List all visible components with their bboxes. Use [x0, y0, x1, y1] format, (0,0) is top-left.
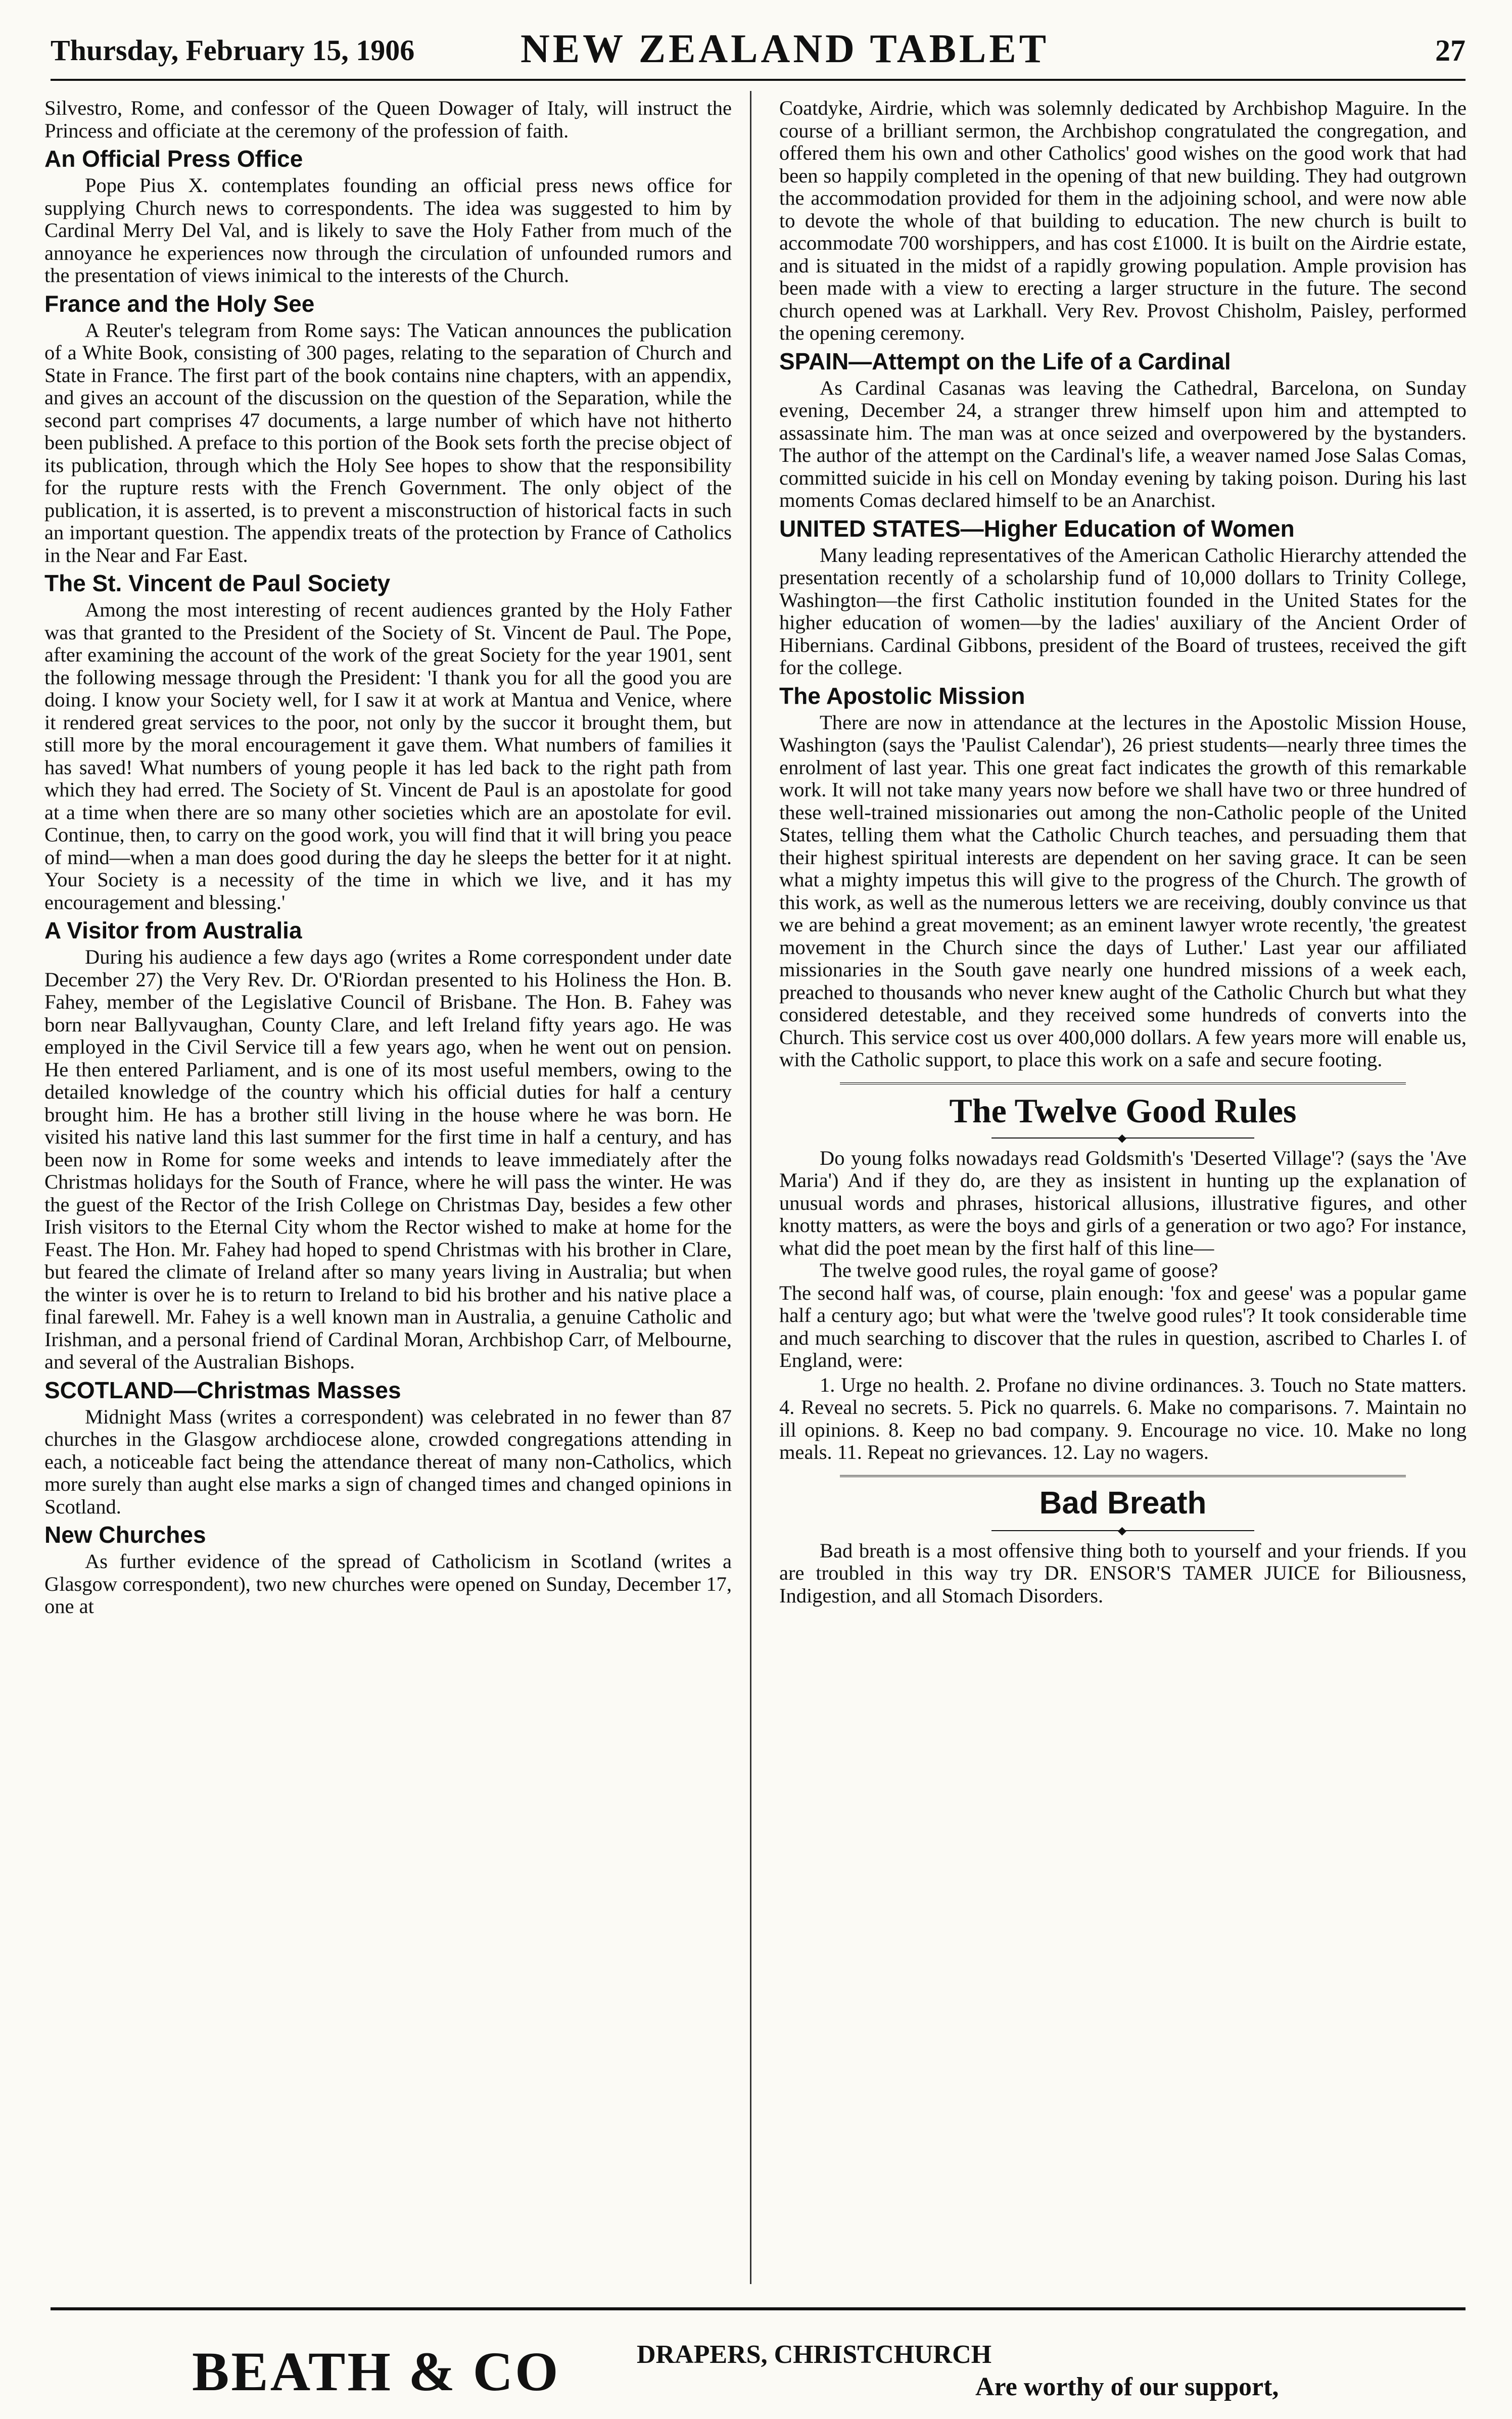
footer-rule — [51, 2307, 1466, 2310]
heading-visitor-australia: A Visitor from Australia — [44, 917, 302, 943]
masthead-title: NEW ZEALAND TABLET — [521, 27, 1050, 71]
column-divider — [750, 91, 751, 2284]
paragraph-visitor: During his audience a few days ago (writes a Rome correspondent under date December 27) the Very Rev. Dr. O'Riordan presented to his Holiness the Hon. B. Fahey, member of the Legislative Council of Brisbane. The Hon. B. Fahey was born near Ballyvaughan, County Clare, and left Ireland fifty years ago. He was employed in the Civil Service till a few years ago, when he went out on pension. He then entered Parliament, and is one of its most useful members, owing to the detailed knowledge of the country which his official duties for half a century brought him. He has a brother still living in the house where he was born. He visited his native land this last summer for the first time in half a century, and has been now in Rome for some weeks and intends to leave immediately after the Christmas holidays for the South of France, where he will pass the winter. He was the guest of the Rector of the Irish College on Christmas Day, besides a few other Irish visitors to the Eternal City whom the Rector wished to make at home for the Feast. The Hon. Mr. Fahey had hoped to spend Christmas with his brother in Clare, but feared the climate of Ireland after so many years living in Australia; but when the winter is over he is to return to Ireland to bid his brother and his native place a final farewell. Mr. Fahey is a well known man in Australia, a genuine Catholic and Irishman, and a personal friend of Cardinal Moran, Archbishop Carr, of Melbourne, and several of the Australian Bishops. — [44, 945, 732, 1373]
heading-twelve-rules: The Twelve Good Rules — [949, 1091, 1297, 1130]
paragraph-scotland: Midnight Mass (writes a correspondent) was celebrated in no fewer than 87 churches in the Glasgow archdiocese alone, crowded congregations attending in each, a noticeable fact being the attendance thereat of many non-Catholics, which more surely than aught else marks a sign of changed times and changed opinions in Scotland. — [44, 1405, 732, 1518]
ornament-divider: ◆ — [991, 1527, 1254, 1535]
left-column — [44, 97, 732, 1618]
article-continuation: Silvestro, Rome, and confessor of the Queen Dowager of Italy, will instruct the Princess and officiate at the ceremony of the profession of faith. — [44, 97, 732, 142]
paragraph-new-churches: As further evidence of the spread of Catholicism in Scotland (writes a Glasgow correspondent), two new churches were opened on Sunday, December 17, one at — [44, 1550, 732, 1618]
paragraph-coatdyke: Coatdyke, Airdrie, which was solemnly dedicated by Archbishop Maguire. In the course of a brilliant sermon, the Archbishop congratulated the congregation, and offered them his own and other Catholics' good wishes on the good work that had been so happily completed in the opening of that new building. They had outgrown the accommodation provided for them in the adjoining school, and were now able to devote the whole of that building to education. The new church is built to accommodate 700 worshippers, and has cost £1000. It is built on the Airdrie estate, and is situated in the midst of a rapidly growing population. Ample provision has been made with a view to erecting a larger structure in the future. The second church opened was at Larkhall. Very Rev. Provost Chisholm, Paisley, performed the opening ceremony. — [779, 97, 1467, 344]
page-header — [51, 22, 1466, 75]
paragraph-united-states: Many leading representatives of the American Catholic Hierarchy attended the presentation recently of a scholarship fund of 10,000 dollars to Trinity College, Washington—the first Catholic institution founded in the United States for the higher education of women—by the ladies' auxiliary of the Ancient Order of Hibernians. Cardinal Gibbons, president of the Board of trustees, received the gift for the college. — [779, 543, 1467, 679]
header-rule — [51, 79, 1466, 81]
paragraph-bad-breath: Bad breath is a most offensive thing both to yourself and your friends. If you are troubled in this way try DR. ENSOR'S TAMER JUICE for Biliousness, Indigestion, and all Stomach Disorders. — [779, 1539, 1467, 1607]
bad-breath-box — [779, 1475, 1467, 1535]
heading-new-churches: New Churches — [44, 1522, 206, 1548]
heading-united-states: UNITED STATES—Higher Education of Women — [779, 515, 1295, 542]
quote-line: The twelve good rules, the royal game of goose? — [820, 1259, 1218, 1282]
paragraph-goldsmith: Do young folks nowadays read Goldsmith's 'Deserted Village'? (says the 'Ave Maria') And if they do, are they as insistent in hunting up the explanation of unusual words and phrases, historical allusions, illustrative figures, and other knotty matters, as were the boys and girls of a generation or two ago? For instance, what did the poet mean by the first half of this line— — [779, 1146, 1467, 1259]
twelve-rules-box — [779, 1082, 1467, 1142]
heading-spain: SPAIN—Attempt on the Life of a Cardinal — [779, 348, 1231, 374]
paragraph-france: A Reuter's telegram from Rome says: The Vatican announces the publication of a White Book, consisting of 300 pages, relating to the separation of Church and State in France. The first part of the book contains nine chapters, with an appendix, and gives an account of the discussion on the question of the Separation, while the second part comprises 47 documents, a large number of which have not hitherto been published. A preface to this portion of the Book sets forth the precise object of its publication, through which the Holy See hopes to show that the responsibility for the rupture rests with the French Government. The only object of the publication, it is asserted, is to prevent a misconstruction of historical facts in such an important question. The appendix treats of the protection by France of Catholics in the Near and Far East. — [44, 318, 732, 566]
ornament-divider: ◆ — [991, 1134, 1254, 1142]
heading-scotland: SCOTLAND—Christmas Masses — [44, 1377, 401, 1403]
paragraph-st-vincent: Among the most interesting of recent audiences granted by the Holy Father was that granted to the President of the Society of St. Vincent de Paul. The Pope, after examining the account of the work of the great Society for the year 1901, sent the following message through the President: 'I thank you for all the good you are doing. I know your Society well, for I saw it at work at Mantua and Venice, where it rendered great services to the poor, not only by the succor it brought them, but still more by the moral encouragement it gave them. What numbers of families it has saved! What numbers of young people it has led back to the right path from which they had erred. The Society of St. Vincent de Paul is an apostolate for good at a time when there are so many other societies which are an apostolate for evil. Continue, then, to carry on the good work, you will find that it will bring you peace of mind—when a man does good during the day he sleeps the better for it at night. Your Society is a necessity of the time in which we live, and it has my encouragement and blessing.' — [44, 598, 732, 914]
box-top-rule — [840, 1082, 1406, 1087]
advertiser-name: BEATH & CO — [192, 2341, 560, 2402]
heading-bad-breath: Bad Breath — [1039, 1485, 1207, 1521]
paragraph-apostolic-mission: There are now in attendance at the lectures in the Apostolic Mission House, Washington (says the 'Paulist Calendar'), 26 priest students—nearly three times the enrolment of last year. This one great fact indicates the growth of this remarkable work. It will not take many years now before we shall have two or three hundred of these well-trained missionaries out among the non-Catholic people of the United States, telling them what the Catholic Church teaches, and persuading them that their highest spiritual interests are dependent on her saving grace. It can be seen what a mighty impetus this will give to the progress of the Church. The growth of this work, as well as the numerous letters we are receiving, doubly convince us that we are behind a great movement; as an eminent lawyer wrote recently, 'the greatest movement in the Church since the days of Luther.' Last year our affiliated missionaries in the South gave nearly one hundred missions of a week each, preached to thousands who never knew aught of the Catholic Church but what they considered detestable, and they received some hundreds of converts into the Church. This service cost us over 400,000 dollars. A few years more will enable us, with the Catholic support, to place this work on a safe and secure footing. — [779, 710, 1467, 1071]
issue-date: Thursday, February 15, 1906 — [51, 34, 415, 67]
paragraph-spain: As Cardinal Casanas was leaving the Cathedral, Barcelona, on Sunday evening, December 24, a stranger threw himself upon him and attempted to assassinate him. The man was at once seized and overpowered by the bystanders. The author of the attempt on the Cardinal's life, a weaver named Jose Salas Comas, committed suicide in his cell on Monday evening by taking poison. During his last moments Comas declared himself to be an Anarchist. — [779, 376, 1467, 511]
page-number: 27 — [1435, 34, 1466, 67]
footer-advert — [51, 2319, 1466, 2410]
rules-list: 1. Urge no health. 2. Profane no divine ordinances. 3. Touch no State matters. 4. Reveal no secrets. 5. Pick no quarrels. 6. Make no comparisons. 7. Maintain no ill opinions. 8. Keep no bad company. 9. Encourage no vice. 10. Make no long meals. 11. Repeat no grievances. 12. Lay no wagers. — [779, 1373, 1467, 1463]
right-column — [779, 97, 1467, 1607]
paragraph-second-half: The second half was, of course, plain enough: 'fox and geese' was a popular game half a century ago; but what were the 'twelve good rules'? It took considerable time and much searching to discover that the rules in question, ascribed to Charles I. of England, were: — [779, 1281, 1467, 1371]
heading-france-holy-see: France and the Holy See — [44, 290, 315, 317]
advertiser-trade: DRAPERS, CHRISTCHURCH — [637, 2340, 992, 2369]
box-top-rule — [840, 1475, 1406, 1480]
heading-official-press-office: An Official Press Office — [44, 146, 303, 172]
heading-apostolic-mission: The Apostolic Mission — [779, 682, 1025, 709]
heading-st-vincent: The St. Vincent de Paul Society — [44, 570, 391, 596]
paragraph-press-office: Pope Pius X. contemplates founding an official press news office for supplying Church news to correspondents. The idea was suggested to him by Cardinal Merry Del Val, and is likely to save the Holy Father from much of the annoyance he experiences now through the circulation of unfounded rumors and the presentation of views inimical to the interests of the Church. — [44, 174, 732, 287]
advert-tagline: Are worthy of our support, — [975, 2373, 1279, 2401]
